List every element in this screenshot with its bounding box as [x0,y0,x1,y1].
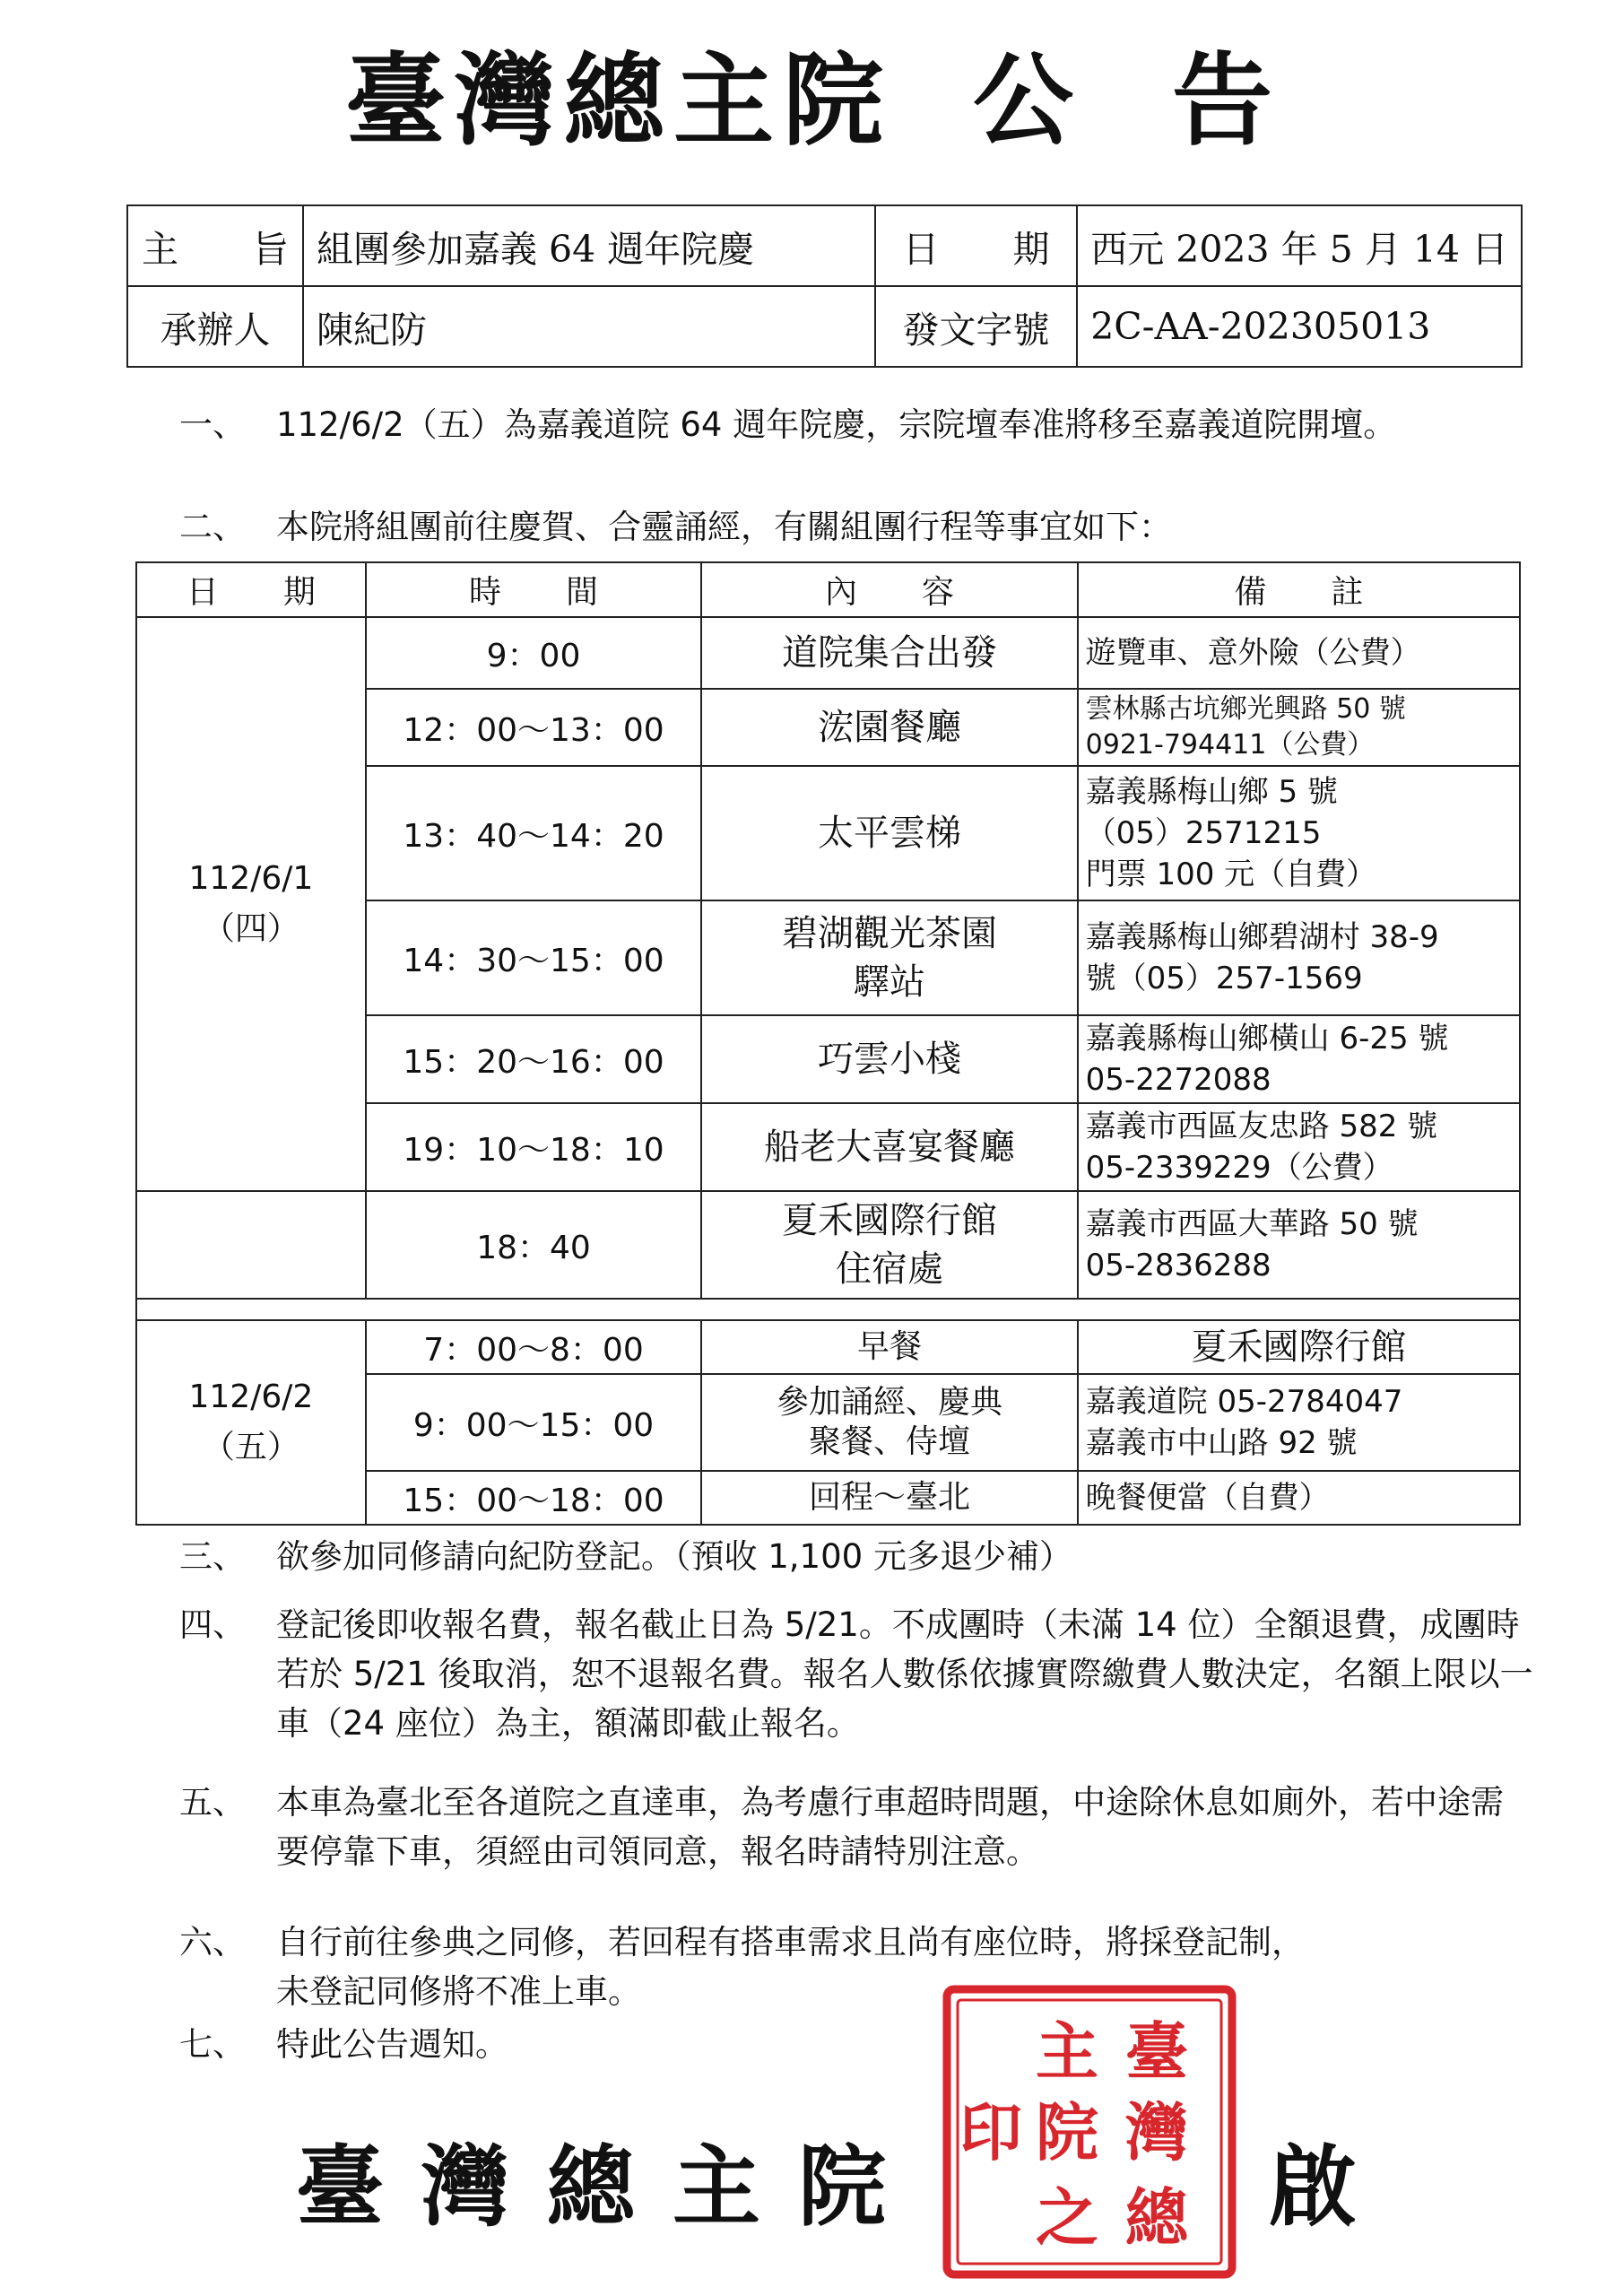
note-line: 0921-794411（公費） [1085,729,1375,761]
svg-text:主: 主 [1036,2014,1098,2089]
day2-date: 112/6/2 [188,1378,314,1415]
note-line: 05-2272088 [1085,1062,1271,1098]
paragraph-text: 自行前往參典之同修，若回程有搭車需求且尚有座位時，將採登記制，未登記同修將不准上車。 [276,1923,1305,2011]
day2-date-cell [136,1320,366,1525]
content-cell [701,1191,1077,1299]
paragraph-number: 七、 [179,2025,246,2064]
note-line: （05）2571215 [1085,815,1322,851]
note-line: 05-2339229（公費） [1085,1150,1393,1186]
time-cell: 7：00～8：00 [366,1320,701,1374]
svg-text:總: 總 [1125,2180,1188,2255]
svg-text:印: 印 [959,2095,1022,2170]
subject-value: 組團參加嘉義 64 週年院慶 [303,205,875,286]
col-header-date: 日 期 [136,562,366,617]
paragraph-7 [179,2020,1533,2069]
day1-date-cell [136,617,366,1191]
paragraph-text: 112/6/2（五）為嘉義道院 64 週年院慶，宗院壇奉准將移至嘉義道院開壇。 [276,405,1397,444]
note-line: 嘉義市西區大華路 50 號 [1085,1206,1419,1242]
table-row [136,617,1520,689]
paragraph-text: 登記後即收報名費，報名截止日為 5/21。不成團時（未滿 14 位）全額退費，成團時若於 5/21 後取消，恕不退報名費。報名人數係依據實際繳費人數決定，名額上限以一車（24 座位）為主，額滿即截止報名。 [276,1605,1533,1743]
handler-label: 承辦人 [127,286,303,367]
paragraph-text: 本院將組團前往慶賀、合靈誦經，有關組團行程等事宜如下： [276,508,1172,546]
time-cell: 9：00～15：00 [366,1374,701,1471]
svg-text:院: 院 [1036,2095,1098,2170]
paragraph-number: 一、 [179,405,246,444]
paragraph-number: 二、 [179,508,246,546]
date-value: 西元 2023 年 5 月 14 日 [1077,205,1522,286]
table-row [136,1191,1520,1299]
note-line: 雲林縣古坑鄉光興路 50 號 [1085,693,1406,725]
paragraph-5 [179,1778,1533,1876]
content-cell: 浤園餐廳 [701,689,1077,766]
note-cell [1078,1374,1520,1471]
time-cell: 12：00～13：00 [366,689,701,766]
content-line: 夏禾國際行館 [781,1200,997,1241]
paragraph-6 [179,1918,1533,2016]
note-cell [1078,900,1520,1015]
content-cell: 船老大喜宴餐廳 [701,1103,1077,1191]
closing-signature [0,2099,1623,2239]
paragraph-4 [179,1600,1533,1748]
content-cell: 回程～臺北 [701,1471,1077,1525]
content-line: 驛站 [853,961,925,1003]
note-cell [1078,766,1520,900]
time-cell: 14：30～15：00 [366,900,701,1015]
time-cell: 9：00 [366,617,701,689]
handler-value: 陳紀防 [303,286,875,367]
paragraph-number: 六、 [179,1923,246,1961]
content-cell [701,900,1077,1015]
note-line: 嘉義市西區友忠路 582 號 [1085,1109,1438,1144]
note-cell [1078,617,1520,689]
content-line: 碧湖觀光茶園 [781,913,997,954]
table-gap-row [136,1299,1520,1320]
closing-end: 啟 [1269,2135,1358,2239]
paragraph-number: 五、 [179,1783,246,1822]
table-row [136,1320,1520,1374]
paragraph-3 [179,1532,1533,1581]
col-header-content: 內 容 [701,562,1077,617]
day1-weekday: （四） [202,910,299,947]
svg-text:灣: 灣 [1125,2095,1188,2170]
date-label: 日 期 [875,205,1077,286]
col-header-time: 時 間 [366,562,701,617]
schedule-header-row [136,562,1520,617]
empty-date-cell [136,1191,366,1299]
time-cell: 13：40～14：20 [366,766,701,900]
note-cell: 夏禾國際行館 [1078,1320,1520,1374]
svg-text:臺: 臺 [1125,2014,1188,2089]
time-cell: 19：10～18：10 [366,1103,701,1191]
note-line: 嘉義縣梅山鄉碧湖村 38-9 [1085,919,1439,955]
day2-weekday: （五） [202,1429,299,1465]
svg-text:之: 之 [1036,2180,1098,2255]
paragraph-text: 欲參加同修請向紀防登記。（預收 1,100 元多退少補） [276,1537,1072,1576]
paragraph-text: 特此公告週知。 [276,2025,508,2064]
note-cell [1078,1015,1520,1103]
time-cell: 15：00～18：00 [366,1471,701,1525]
content-cell: 道院集合出發 [701,617,1077,689]
note-line: 嘉義縣梅山鄉 5 號 [1085,774,1338,810]
day1-date: 112/6/1 [188,860,314,897]
note-line: 嘉義道院 05-2784047 [1085,1384,1403,1420]
content-cell: 巧雲小棧 [701,1015,1077,1103]
col-header-note: 備 註 [1078,562,1520,617]
note-cell [1078,1191,1520,1299]
docno-value: 2C-AA-202305013 [1077,286,1522,367]
content-cell: 早餐 [701,1320,1077,1374]
closing-org: 臺灣總主院 [296,2135,924,2239]
content-line: 聚餐、侍壇 [808,1423,970,1460]
schedule-table [135,561,1521,1526]
note-cell: 晚餐便當（自費） [1078,1471,1520,1525]
content-cell: 太平雲梯 [701,766,1077,900]
gap-cell [136,1299,1520,1320]
notice-title [0,25,1623,178]
paragraph-text: 本車為臺北至各道院之直達車，為考慮行車超時問題，中途除休息如廁外，若中途需要停靠下車，須經由司領同意，報名時請特別注意。 [276,1783,1504,1871]
subject-label: 主 旨 [127,205,303,286]
title-kind: 公告 [973,42,1371,160]
note-line: 號（05）257-1569 [1085,961,1363,996]
title-org: 臺灣總主院 [345,42,892,160]
content-line: 參加誦經、慶典 [776,1384,1002,1421]
time-cell: 18：40 [366,1191,701,1299]
note-line: 門票 100 元（自費） [1085,857,1377,892]
note-cell [1078,1103,1520,1191]
note-cell [1078,689,1520,766]
note-line: 嘉義縣梅山鄉橫山 6-25 號 [1085,1021,1449,1057]
paragraph-number: 四、 [179,1605,246,1644]
paragraph-1 [179,400,1533,449]
paragraph-2 [179,502,1533,552]
time-cell: 15：20～16：00 [366,1015,701,1103]
docno-label: 發文字號 [875,286,1077,367]
paragraph-number: 三、 [179,1537,246,1576]
note-line: 遊覽車、意外險（公費） [1085,635,1421,671]
note-line: 嘉義市中山路 92 號 [1085,1425,1358,1461]
content-line: 住宿處 [835,1248,943,1290]
notice-header-table [126,204,1523,368]
note-line: 05-2836288 [1085,1248,1271,1283]
content-cell [701,1374,1077,1471]
